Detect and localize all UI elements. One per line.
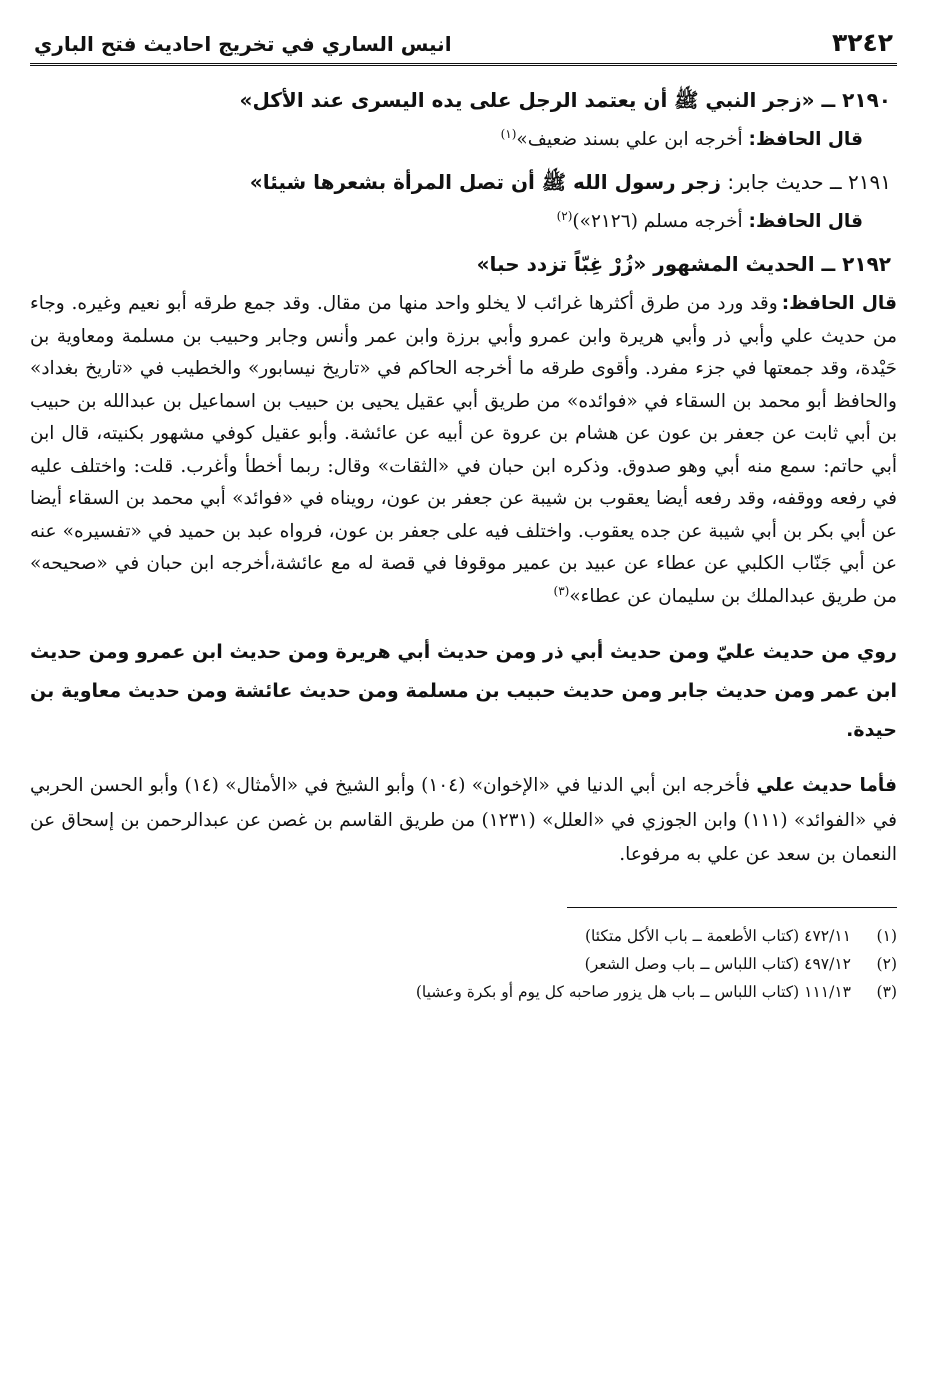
section-lead: فأما حديث علي — [756, 775, 897, 796]
addendum-paragraph: روي من حديث عليّ ومن حديث أبي ذر ومن حديث أبي هريرة ومن حديث ابن عمرو ومن حديث ابن عمر ومن حديث جابر ومن حديث حبيب بن مسلمة ومن حديث عائشة ومن حديث معاوية بن حيدة. — [30, 641, 897, 741]
footnote-item — [30, 922, 897, 950]
footnote-ref[interactable]: (٢) — [556, 208, 573, 223]
hadith-title-text: زجر رسول الله ﷺ أن تصل المرأة بشعرها شيئا» — [249, 170, 722, 194]
source-label: قال الحافظ: — [748, 211, 863, 232]
book-page — [30, 28, 897, 1362]
commentary-label: قال الحافظ: — [781, 293, 897, 314]
footnote-item — [30, 950, 897, 978]
hadith-source — [30, 206, 863, 238]
footnote-number: (٢) — [876, 954, 897, 973]
commentary-text: وقد ورد من طرق أكثرها غرائب لا يخلو واحد منها من مقال. وقد جمع طرقه أبو نعيم وغيره. وجاء من حديث علي وأبي ذر وأبي هريرة وابن عمرو وأبي برزة وابن عمر وأنس وجابر وحبيب بن مسلمة ومعاوية بن حَيْدة، وقد جمعتها في جزء مفرد. وأقوى طرقه ما أخرجه الحاكم في «تاريخ نيسابور» والخطيب في «تاريخ بغداد» والحافظ أبو محمد بن السقاء في «فوائده» من طريق أبي عقيل يحيى بن حبيب بن اسماعيل بن عبدالله بن حبيب بن أبي ثابت عن جعفر بن عون عن هشام بن عروة عن أبيه عن عائشة. وأبو عقيل كوفي مشهور بكنيته، قال ابن أبي حاتم: سمع منه أبي وهو صدوق. وذكره ابن حبان في «الثقات» وقال: ربما أخطأ وأغرب. قلت: واختلف عليه في رفعه ووقفه، وقد رفعه أيضا يعقوب بن شيبة عن جعفر بن عون، رويناه في «فوائد» أبي محمد بن السقاء أيضا عن أبي بكر بن أبي شيبة عن جده يعقوب. واختلف فيه على جعفر بن عون، فرواه عبد بن حميد في «تفسيره» عنه عن أبي جَنّاب الكلبي عن عطاء عن عبيد بن عمير موقوفا في قصة له مع عائشة،أخرجه ابن حبان في «صحيحه» من طريق عبدالملك بن سليمان عن عطاء» — [30, 293, 897, 607]
hadith-title — [30, 248, 891, 280]
hadith-entries — [30, 84, 897, 613]
hadith-title — [30, 166, 891, 198]
footnote-ref[interactable]: (٣) — [553, 583, 570, 598]
hadith-title-prefix: ٢١٩١ ــ حديث جابر: — [721, 170, 891, 194]
section-paragraph — [30, 769, 897, 873]
hadith-title-text: ٢١٩٠ ــ «زجر النبي ﷺ أن يعتمد الرجل على يده اليسرى عند الأكل» — [239, 88, 891, 112]
source-text: أخرجه مسلم (٢١٢٦») — [572, 211, 749, 232]
footnote-text: ١١١/١٣ (كتاب اللباس ــ باب هل يزور صاحبه كل يوم أو بكرة وعشيا) — [415, 982, 851, 1001]
source-label: قال الحافظ: — [748, 129, 863, 150]
commentary-paragraph — [30, 288, 897, 613]
running-title: انيس الساري في تخريج احاديث فتح الباري — [34, 32, 452, 56]
footnote-number: (٣) — [876, 982, 897, 1001]
hadith-title-text: ٢١٩٢ ــ الحديث المشهور «زُرْ غِبّاً تزدد حبا» — [476, 252, 891, 276]
page-number: ٣٢٤٢ — [831, 28, 893, 57]
hadith-entry-2191 — [30, 166, 897, 238]
hadith-entry-2192 — [30, 248, 897, 613]
source-text: أخرجه ابن علي بسند ضعيف» — [516, 129, 749, 150]
hadith-source — [30, 124, 863, 156]
footnote-number: (١) — [876, 926, 897, 945]
footnotes — [30, 922, 897, 1006]
footnote-text: ٤٩٧/١٢ (كتاب اللباس ــ باب وصل الشعر) — [584, 954, 851, 973]
footnote-text: ٤٧٢/١١ (كتاب الأطعمة ــ باب الأكل متكئا) — [584, 926, 851, 945]
footnote-item — [30, 978, 897, 1006]
hadith-entry-2190 — [30, 84, 897, 156]
hadith-title — [30, 84, 891, 116]
footnote-ref[interactable]: (١) — [500, 126, 517, 141]
section-text: فأخرجه ابن أبي الدنيا في «الإخوان» (١٠٤) وأبو الشيخ في «الأمثال» (١٤) وأبو الحسن الحربي في «الفوائد» (١١١) وابن الجوزي في «العلل» (١٢٣١) من طريق القاسم بن غصن عن عبدالرحمن بن إسحاق عن النعمان بن سعد عن علي به مرفوعا. — [30, 775, 897, 865]
running-header — [30, 28, 897, 66]
footnote-divider — [567, 907, 897, 908]
